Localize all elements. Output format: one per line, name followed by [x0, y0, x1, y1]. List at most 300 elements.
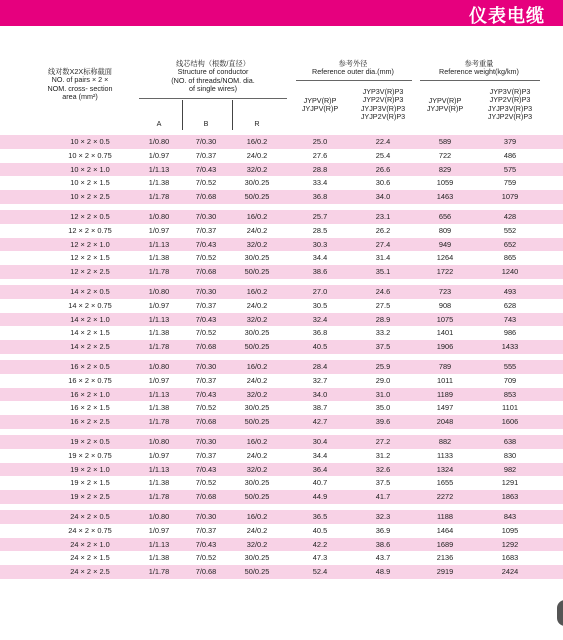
cell-spec: 12 × 2 × 0.5 [70, 211, 110, 221]
page-title: 仪表电缆 [469, 6, 545, 27]
cell-r: 30/0.25 [244, 178, 270, 188]
table-row [0, 176, 563, 190]
cell-w1: 2136 [436, 553, 454, 563]
cell-b: 7/0.68 [195, 267, 217, 277]
cell-b: 7/0.68 [195, 342, 217, 352]
table-row [0, 476, 563, 490]
cell-b: 7/0.68 [195, 492, 217, 502]
cell-od1: 38.7 [312, 403, 328, 413]
cell-r: 30/0.25 [244, 478, 270, 488]
header-a: A [156, 119, 162, 128]
cell-od1: 36.8 [312, 328, 328, 338]
cell-r: 32/0.2 [246, 314, 268, 324]
cell-r: 24/0.2 [246, 525, 268, 535]
cell-od1: 28.8 [312, 164, 328, 174]
row-group [0, 210, 563, 279]
cell-od1: 34.4 [312, 450, 328, 460]
header-weight-cn: 参考重量 [464, 59, 494, 68]
cell-a: 1/0.97 [148, 525, 170, 535]
cell-spec: 19 × 2 × 0.75 [68, 450, 112, 460]
cell-w1: 2048 [436, 417, 454, 427]
table-row [0, 265, 563, 279]
cell-od1: 52.4 [312, 567, 328, 577]
cell-r: 24/0.2 [246, 375, 268, 385]
cell-r: 24/0.2 [246, 450, 268, 460]
cell-od2: 27.2 [375, 436, 391, 446]
cell-w2: 2424 [501, 567, 519, 577]
outer-dia-underline [296, 80, 412, 81]
cell-w1: 1188 [437, 511, 453, 521]
cell-a: 1/1.13 [148, 539, 170, 549]
cell-w2: 1606 [501, 417, 519, 427]
cell-a: 1/1.78 [148, 417, 170, 427]
cell-w1: 1722 [436, 267, 454, 277]
cell-w1: 656 [438, 211, 452, 221]
cell-spec: 16 × 2 × 1.5 [70, 403, 110, 413]
cell-od1: 32.4 [312, 314, 328, 324]
cell-r: 16/0.2 [246, 286, 268, 296]
row-group [0, 510, 563, 579]
cell-a: 1/1.13 [148, 389, 170, 399]
cell-b: 7/0.37 [195, 225, 217, 235]
table-header [0, 56, 563, 134]
table-row [0, 149, 563, 163]
title-bar [0, 0, 563, 26]
cell-w2: 759 [503, 178, 517, 188]
cell-spec: 12 × 2 × 2.5 [70, 267, 110, 277]
cell-od2: 32.6 [375, 464, 391, 474]
cell-w2: 628 [503, 300, 517, 310]
cell-r: 50/0.25 [244, 417, 270, 427]
table-row [0, 163, 563, 177]
header-pairs-en1: NO. of pairs × 2 × [51, 75, 109, 85]
cell-a: 1/1.38 [148, 553, 170, 563]
cell-spec: 19 × 2 × 1.5 [70, 478, 110, 488]
cell-w1: 1497 [436, 403, 454, 413]
cell-w2: 1095 [501, 525, 519, 535]
cell-w2: 652 [503, 239, 517, 249]
cell-w2: 555 [503, 361, 517, 371]
cell-w1: 809 [438, 225, 452, 235]
cell-od2: 25.4 [375, 150, 391, 160]
cell-b: 7/0.68 [195, 192, 217, 202]
cell-w2: 853 [503, 389, 517, 399]
cell-w1: 1324 [436, 464, 454, 474]
cell-w2: 638 [503, 436, 517, 446]
header-pairs [20, 68, 140, 101]
table-row [0, 238, 563, 252]
table-row [0, 551, 563, 565]
cell-b: 7/0.52 [195, 178, 217, 188]
cell-r: 24/0.2 [246, 150, 268, 160]
header-od-sub2-l4: JYJP2V(R)P3 [360, 111, 406, 121]
cell-w2: 830 [503, 450, 517, 460]
cell-od2: 37.5 [375, 478, 391, 488]
cell-od1: 36.8 [312, 192, 328, 202]
cell-w2: 982 [503, 464, 517, 474]
cell-od2: 31.4 [375, 253, 391, 263]
cell-od2: 30.6 [375, 178, 391, 188]
cell-w2: 1291 [501, 478, 519, 488]
cell-a: 1/1.78 [148, 492, 170, 502]
table-row [0, 401, 563, 415]
cell-b: 7/0.68 [195, 567, 217, 577]
cell-od2: 38.6 [375, 539, 391, 549]
cell-od2: 25.9 [375, 361, 391, 371]
cell-spec: 24 × 2 × 1.5 [70, 553, 110, 563]
cell-a: 1/0.97 [148, 150, 170, 160]
cell-spec: 10 × 2 × 1.0 [70, 164, 110, 174]
cell-w1: 829 [438, 164, 452, 174]
cell-b: 7/0.37 [195, 300, 217, 310]
cell-w2: 575 [503, 164, 517, 174]
cell-r: 50/0.25 [244, 342, 270, 352]
table-row [0, 538, 563, 552]
cell-od2: 23.1 [375, 211, 391, 221]
cell-od1: 30.5 [312, 300, 328, 310]
cell-r: 50/0.25 [244, 567, 270, 577]
cell-a: 1/0.97 [148, 450, 170, 460]
cell-r: 50/0.25 [244, 492, 270, 502]
cell-spec: 24 × 2 × 0.5 [70, 511, 110, 521]
cell-od1: 34.4 [312, 253, 328, 263]
table-row [0, 285, 563, 299]
cell-r: 32/0.2 [246, 464, 268, 474]
cell-a: 1/0.80 [148, 361, 170, 371]
cell-spec: 19 × 2 × 2.5 [70, 492, 110, 502]
cell-spec: 14 × 2 × 0.75 [68, 300, 112, 310]
cell-od1: 28.4 [312, 361, 328, 371]
cell-w1: 1011 [437, 375, 453, 385]
cell-w2: 1101 [502, 403, 518, 413]
cell-w1: 1689 [436, 539, 454, 549]
cell-od2: 36.9 [375, 525, 391, 535]
cell-spec: 19 × 2 × 0.5 [70, 436, 110, 446]
header-wt-sub2-l4: JYJP2V(R)P3 [487, 111, 533, 121]
cell-a: 1/1.78 [148, 567, 170, 577]
cell-spec: 14 × 2 × 0.5 [70, 286, 110, 296]
cell-od1: 34.0 [312, 389, 328, 399]
cell-od1: 42.7 [312, 417, 328, 427]
cell-od1: 30.4 [312, 436, 328, 446]
header-weight [416, 60, 542, 77]
cell-od1: 25.0 [312, 137, 328, 146]
cell-a: 1/1.13 [148, 164, 170, 174]
cell-a: 1/1.38 [148, 328, 170, 338]
cell-w2: 486 [503, 150, 517, 160]
cell-od2: 28.9 [375, 314, 391, 324]
cell-w1: 1189 [437, 389, 453, 399]
table-row [0, 299, 563, 313]
cell-r: 30/0.25 [244, 328, 270, 338]
cell-r: 16/0.2 [246, 211, 268, 221]
cell-r: 32/0.2 [246, 239, 268, 249]
table-row [0, 251, 563, 265]
header-wt-sub2 [478, 88, 542, 121]
cell-b: 7/0.37 [195, 525, 217, 535]
cell-w2: 552 [503, 225, 517, 235]
cell-r: 50/0.25 [244, 267, 270, 277]
header-wt-sub1 [416, 97, 474, 114]
page-tab-marker [557, 600, 563, 626]
header-od-sub1-l1: JYPV(R)P [303, 96, 337, 105]
cell-spec: 16 × 2 × 1.0 [70, 389, 110, 399]
cell-w1: 1264 [436, 253, 454, 263]
cell-r: 16/0.2 [246, 436, 268, 446]
table-row [0, 326, 563, 340]
cell-od1: 44.9 [312, 492, 328, 502]
cell-r: 16/0.2 [246, 361, 268, 371]
cell-a: 1/0.97 [148, 375, 170, 385]
header-outer-dia-en: Reference outer dia.(mm) [312, 67, 394, 77]
cell-od1: 27.6 [312, 150, 328, 160]
cell-od2: 27.5 [375, 300, 391, 310]
table-row [0, 313, 563, 327]
cell-a: 1/0.80 [148, 137, 170, 146]
cell-r: 24/0.2 [246, 300, 268, 310]
cell-a: 1/0.80 [148, 436, 170, 446]
cell-spec: 16 × 2 × 0.75 [68, 375, 112, 385]
cell-od1: 32.7 [312, 375, 328, 385]
row-group [0, 135, 563, 204]
table-row [0, 524, 563, 538]
cell-a: 1/0.80 [148, 211, 170, 221]
cell-b: 7/0.30 [195, 137, 217, 146]
table-row [0, 210, 563, 224]
cell-od2: 35.1 [375, 267, 391, 277]
cell-r: 30/0.25 [244, 253, 270, 263]
cell-od2: 48.9 [375, 567, 391, 577]
cell-w1: 789 [438, 361, 452, 371]
cell-spec: 16 × 2 × 2.5 [70, 417, 110, 427]
table-row [0, 224, 563, 238]
cell-w1: 2272 [436, 492, 454, 502]
cell-a: 1/1.38 [148, 478, 170, 488]
cell-w1: 723 [438, 286, 452, 296]
table-row [0, 490, 563, 504]
cell-r: 30/0.25 [244, 403, 270, 413]
cell-w2: 1079 [501, 192, 519, 202]
cell-od2: 22.4 [375, 137, 391, 146]
cell-a: 1/1.78 [148, 192, 170, 202]
cell-spec: 24 × 2 × 2.5 [70, 567, 110, 577]
header-od-sub2-l1: JYP3V(R)P3 [362, 87, 404, 96]
cell-r: 32/0.2 [246, 389, 268, 399]
cell-w1: 1133 [437, 450, 453, 460]
cell-od2: 24.6 [375, 286, 391, 296]
cell-b: 7/0.30 [195, 436, 217, 446]
header-wt-sub2-l3: JYJP3V(R)P3 [487, 103, 533, 113]
cell-b: 7/0.43 [195, 314, 217, 324]
cell-w2: 493 [503, 286, 517, 296]
header-weight-en: Reference weight(kg/km) [439, 67, 519, 77]
header-pairs-cn: 线对数X2X标称截面 [48, 67, 112, 76]
cell-w2: 1240 [501, 267, 519, 277]
cell-a: 1/1.13 [148, 464, 170, 474]
cell-b: 7/0.30 [195, 286, 217, 296]
structure-underline [139, 98, 287, 99]
cell-r: 16/0.2 [246, 137, 268, 146]
cell-od2: 43.7 [375, 553, 391, 563]
cell-spec: 14 × 2 × 1.0 [70, 314, 110, 324]
cell-od1: 47.3 [312, 553, 328, 563]
cell-od1: 33.4 [312, 178, 328, 188]
cell-spec: 24 × 2 × 0.75 [68, 525, 112, 535]
cell-od1: 28.5 [312, 225, 328, 235]
cell-od2: 27.4 [375, 239, 391, 249]
cell-od2: 31.0 [375, 389, 391, 399]
cell-w1: 1075 [436, 314, 454, 324]
cell-od2: 29.0 [375, 375, 391, 385]
table-row [0, 360, 563, 374]
table-row [0, 388, 563, 402]
cell-r: 50/0.25 [244, 192, 270, 202]
cell-od2: 26.2 [375, 225, 391, 235]
cell-spec: 16 × 2 × 0.5 [70, 361, 110, 371]
cell-b: 7/0.52 [195, 403, 217, 413]
cell-b: 7/0.52 [195, 553, 217, 563]
cell-od1: 25.7 [312, 211, 328, 221]
cell-b: 7/0.68 [195, 417, 217, 427]
cell-od2: 39.6 [375, 417, 391, 427]
cell-b: 7/0.37 [195, 375, 217, 385]
cell-w2: 986 [503, 328, 517, 338]
cell-w1: 589 [438, 137, 452, 146]
cell-od2: 31.2 [375, 450, 391, 460]
cell-w1: 882 [438, 436, 452, 446]
table-row [0, 415, 563, 429]
header-outer-dia-cn: 参考外径 [338, 59, 368, 68]
cell-od1: 40.5 [312, 525, 328, 535]
cell-w2: 379 [503, 137, 517, 146]
cell-b: 7/0.30 [195, 211, 217, 221]
table-row [0, 510, 563, 524]
cell-spec: 24 × 2 × 1.0 [70, 539, 110, 549]
cell-a: 1/0.80 [148, 286, 170, 296]
row-group [0, 435, 563, 504]
header-structure [138, 60, 288, 93]
header-od-sub1 [292, 97, 348, 114]
cell-b: 7/0.43 [195, 464, 217, 474]
cell-w2: 1683 [501, 553, 519, 563]
cell-a: 1/1.38 [148, 178, 170, 188]
cell-spec: 10 × 2 × 2.5 [70, 192, 110, 202]
cell-w2: 709 [503, 375, 517, 385]
cell-spec: 12 × 2 × 1.0 [70, 239, 110, 249]
header-od-sub1-l2: JYJPV(R)P [301, 104, 339, 114]
header-wt-sub1-l1: JYPV(R)P [428, 96, 462, 105]
cell-od1: 27.0 [312, 286, 328, 296]
cell-spec: 14 × 2 × 1.5 [70, 328, 110, 338]
cell-w1: 1655 [436, 478, 454, 488]
cell-od1: 36.4 [312, 464, 328, 474]
cell-b: 7/0.43 [195, 539, 217, 549]
cell-w1: 908 [438, 300, 452, 310]
cell-a: 1/1.13 [148, 314, 170, 324]
cell-a: 1/1.38 [148, 253, 170, 263]
table-row [0, 190, 563, 204]
cell-w1: 949 [438, 239, 452, 249]
cell-b: 7/0.37 [195, 150, 217, 160]
cell-w1: 1463 [436, 192, 454, 202]
cell-r: 32/0.2 [246, 539, 268, 549]
cell-od2: 34.0 [375, 192, 391, 202]
cell-r: 30/0.25 [244, 553, 270, 563]
cell-r: 32/0.2 [246, 164, 268, 174]
cell-spec: 14 × 2 × 2.5 [70, 342, 110, 352]
weight-underline [420, 80, 540, 81]
row-group [0, 285, 563, 354]
cell-b: 7/0.52 [195, 328, 217, 338]
header-structure-en1: Structure of conductor [177, 67, 249, 77]
header-b: B [203, 119, 209, 128]
cell-a: 1/1.13 [148, 239, 170, 249]
cell-spec: 10 × 2 × 1.5 [70, 178, 110, 188]
cell-od1: 40.5 [312, 342, 328, 352]
header-od-sub2 [352, 88, 414, 121]
cell-w1: 722 [438, 150, 452, 160]
cell-b: 7/0.52 [195, 253, 217, 263]
cell-r: 16/0.2 [246, 511, 268, 521]
cell-spec: 10 × 2 × 0.5 [70, 137, 110, 146]
table-row [0, 340, 563, 354]
header-pairs-en2: NOM. cross- section [47, 83, 113, 93]
cell-od2: 41.7 [375, 492, 391, 502]
header-outer-dia [292, 60, 414, 77]
table-row [0, 565, 563, 579]
cell-w1: 1906 [436, 342, 454, 352]
table-row [0, 374, 563, 388]
cell-od2: 32.3 [375, 511, 391, 521]
table-row [0, 463, 563, 477]
header-r: R [254, 119, 260, 128]
cell-od1: 38.6 [312, 267, 328, 277]
cell-w2: 428 [503, 211, 517, 221]
header-structure-cn: 线芯结构（根数/直径） [176, 59, 250, 68]
cell-od1: 42.2 [312, 539, 328, 549]
cell-b: 7/0.43 [195, 239, 217, 249]
table-body [0, 135, 563, 585]
cell-a: 1/0.97 [148, 225, 170, 235]
cell-b: 7/0.30 [195, 361, 217, 371]
header-wt-sub1-l2: JYJPV(R)P [426, 104, 464, 114]
cell-b: 7/0.43 [195, 389, 217, 399]
cell-od1: 36.5 [312, 511, 328, 521]
cell-w2: 1863 [501, 492, 519, 502]
cell-a: 1/0.97 [148, 300, 170, 310]
cell-od2: 26.6 [375, 164, 391, 174]
cell-od1: 40.7 [312, 478, 328, 488]
cell-w2: 865 [503, 253, 517, 263]
row-group [0, 360, 563, 429]
cell-r: 24/0.2 [246, 225, 268, 235]
header-structure-en3: of single wires) [189, 83, 237, 93]
cell-w2: 1433 [501, 342, 519, 352]
cell-spec: 10 × 2 × 0.75 [68, 150, 112, 160]
cell-w2: 843 [503, 511, 517, 521]
header-wt-sub2-l2: JYP2V(R)P3 [489, 95, 531, 105]
cell-od2: 33.2 [375, 328, 391, 338]
cell-a: 1/1.78 [148, 342, 170, 352]
cell-od2: 37.5 [375, 342, 391, 352]
header-pairs-en3: area (mm²) [62, 91, 98, 101]
cell-od1: 30.3 [312, 239, 328, 249]
cell-b: 7/0.43 [195, 164, 217, 174]
cell-spec: 12 × 2 × 1.5 [70, 253, 110, 263]
table-row [0, 135, 563, 149]
table-row [0, 449, 563, 463]
cell-spec: 12 × 2 × 0.75 [68, 225, 112, 235]
